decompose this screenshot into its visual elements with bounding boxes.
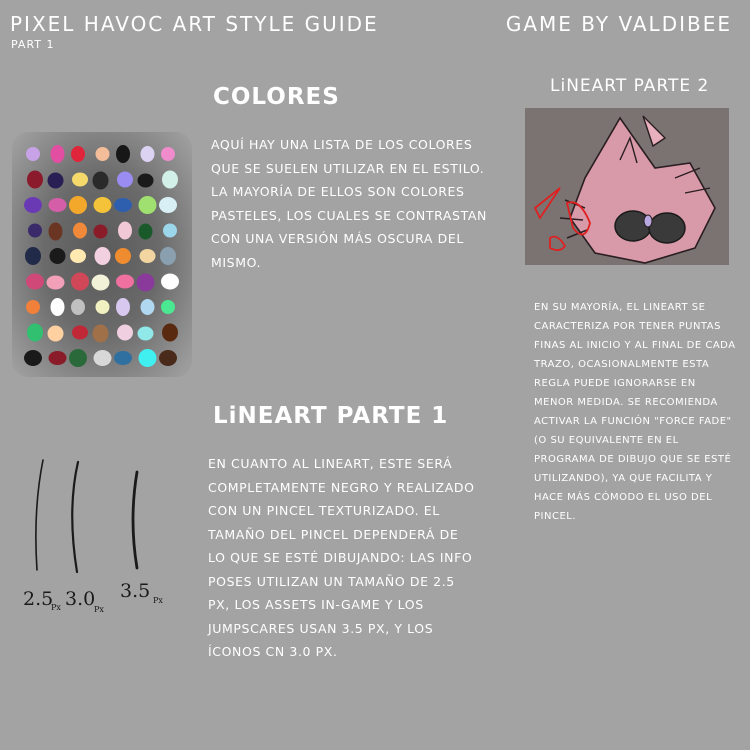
lineart-example-artwork xyxy=(525,108,729,265)
palette-color-dot xyxy=(161,274,179,290)
palette-color-dot xyxy=(26,147,40,161)
palette-color-dot xyxy=(26,274,44,290)
colores-paragraph: AQUÍ HAY UNA LISTA DE LOS COLORES QUE SE SUELEN UTILIZAR EN EL ESTILO. LA MAYORÍA DE ELLOS SON COLORES PASTELES, LOS CUALES SE CONTRASTAN CON UNA VERSIÓN MÁS OSCURA DEL MISMO. xyxy=(211,137,487,270)
palette-color-dot xyxy=(118,222,132,240)
palette-dots xyxy=(12,132,192,377)
palette-color-dot xyxy=(139,224,153,240)
palette-color-dot xyxy=(94,197,112,213)
lineart-2-heading: LiNEART PARTE 2 xyxy=(550,76,710,96)
palette-color-dot xyxy=(28,224,42,238)
palette-color-dot xyxy=(96,147,110,161)
palette-color-dot xyxy=(27,324,43,342)
palette-color-dot xyxy=(51,298,65,316)
palette-color-dot xyxy=(94,350,112,366)
palette-color-dot xyxy=(162,171,178,189)
palette-color-dot xyxy=(163,224,177,238)
size-unit-3-0: Px xyxy=(94,605,104,614)
palette-color-dot xyxy=(139,196,157,214)
palette-color-dot xyxy=(159,197,177,213)
palette-color-dot xyxy=(116,298,130,316)
palette-color-dot xyxy=(71,299,85,315)
palette-color-dot xyxy=(47,276,65,290)
brush-size-samples xyxy=(15,450,195,625)
size-label-3-5: 3.5 xyxy=(120,580,151,602)
palette-color-dot xyxy=(24,350,42,366)
palette-color-dot xyxy=(161,300,175,314)
palette-color-dot xyxy=(49,223,63,241)
palette-color-dot xyxy=(92,275,110,291)
palette-color-dot xyxy=(69,196,87,214)
palette-color-dot xyxy=(116,145,130,163)
size-unit-3-5: Px xyxy=(153,596,163,605)
palette-color-dot xyxy=(138,327,154,341)
palette-color-dot xyxy=(71,273,89,291)
color-palette-swatch xyxy=(12,132,192,377)
lineart-1-heading: LiNEART PARTE 1 xyxy=(213,403,449,429)
palette-color-dot xyxy=(69,349,87,367)
palette-color-dot xyxy=(26,300,40,314)
palette-color-dot xyxy=(25,247,41,265)
palette-color-dot xyxy=(139,349,157,367)
palette-color-dot xyxy=(24,197,42,213)
palette-color-dot xyxy=(95,247,111,265)
lineart-2-paragraph: EN SU MAYORÍA, EL LINEART SE CARACTERIZA POR TENER PUNTAS FINAS AL INICIO Y AL FINAL DE CADA TRAZO, OCASIONALMENTE ESTA REGLA PUEDE IGNORARSE EN MENOR MEDIDA. SE RECOMIENDA ACTIVAR LA FUNCIÓN "FORCE FADE" (O SU EQUIVALENTE EN EL PROGRAMA DE DIBUJO QUE SE ESTÉ UTILIZANDO), YA QUE FACILITA Y HACE MÁS CÓMODO EL USO DEL PINCEL. xyxy=(534,302,736,522)
palette-color-dot xyxy=(115,248,131,264)
palette-color-dot xyxy=(161,147,175,161)
palette-color-dot xyxy=(96,300,110,314)
palette-color-dot xyxy=(117,172,133,188)
palette-color-dot xyxy=(138,174,154,188)
palette-color-dot xyxy=(141,146,155,162)
palette-color-dot xyxy=(160,247,176,265)
palette-color-dot xyxy=(49,198,67,212)
palette-color-dot xyxy=(116,275,134,289)
size-label-2-5: 2.5 xyxy=(23,588,54,610)
palette-color-dot xyxy=(93,325,109,343)
page-subtitle: PART 1 xyxy=(11,38,55,51)
palette-color-dot xyxy=(49,351,67,365)
size-unit-2-5: Px xyxy=(51,603,61,612)
palette-color-dot xyxy=(117,325,133,341)
palette-color-dot xyxy=(140,249,156,263)
palette-color-dot xyxy=(141,299,155,315)
palette-color-dot xyxy=(48,326,64,342)
palette-color-dot xyxy=(159,350,177,366)
colores-heading: COLORES xyxy=(213,84,340,110)
palette-color-dot xyxy=(93,172,109,190)
character-sketch xyxy=(525,108,729,265)
palette-color-dot xyxy=(114,351,132,365)
lineart-1-paragraph: EN CUANTO AL LINEART, ESTE SERÁ COMPLETAMENTE NEGRO Y REALIZADO CON UN PINCEL TEXTURIZADO. EL TAMAÑO DEL PINCEL DEPENDERÁ DE LO QUE SE ESTÉ DIBUJANDO: LAS INFO POSES UTILIZAN UN TAMAÑO DE 2.5 PX, LOS ASSETS IN-GAME Y LOS JUMPSCARES USAN 3.5 PX, Y LOS ÍCONOS CN 3.0 PX. xyxy=(208,456,475,659)
palette-color-dot xyxy=(72,173,88,187)
palette-color-dot xyxy=(94,225,108,239)
palette-color-dot xyxy=(137,274,155,292)
palette-color-dot xyxy=(27,171,43,189)
game-credit: GAME BY VALDIBEE xyxy=(505,12,732,36)
palette-color-dot xyxy=(70,249,86,263)
palette-color-dot xyxy=(71,146,85,162)
palette-color-dot xyxy=(48,173,64,189)
size-label-3-0: 3.0 xyxy=(65,588,96,610)
palette-color-dot xyxy=(51,145,65,163)
palette-color-dot xyxy=(50,248,66,264)
brush-strokes xyxy=(15,450,195,625)
page-title: PIXEL HAVOC ART STYLE GUIDE xyxy=(10,12,379,36)
palette-color-dot xyxy=(114,198,132,212)
palette-color-dot xyxy=(162,324,178,342)
palette-color-dot xyxy=(72,326,88,340)
palette-color-dot xyxy=(73,223,87,239)
